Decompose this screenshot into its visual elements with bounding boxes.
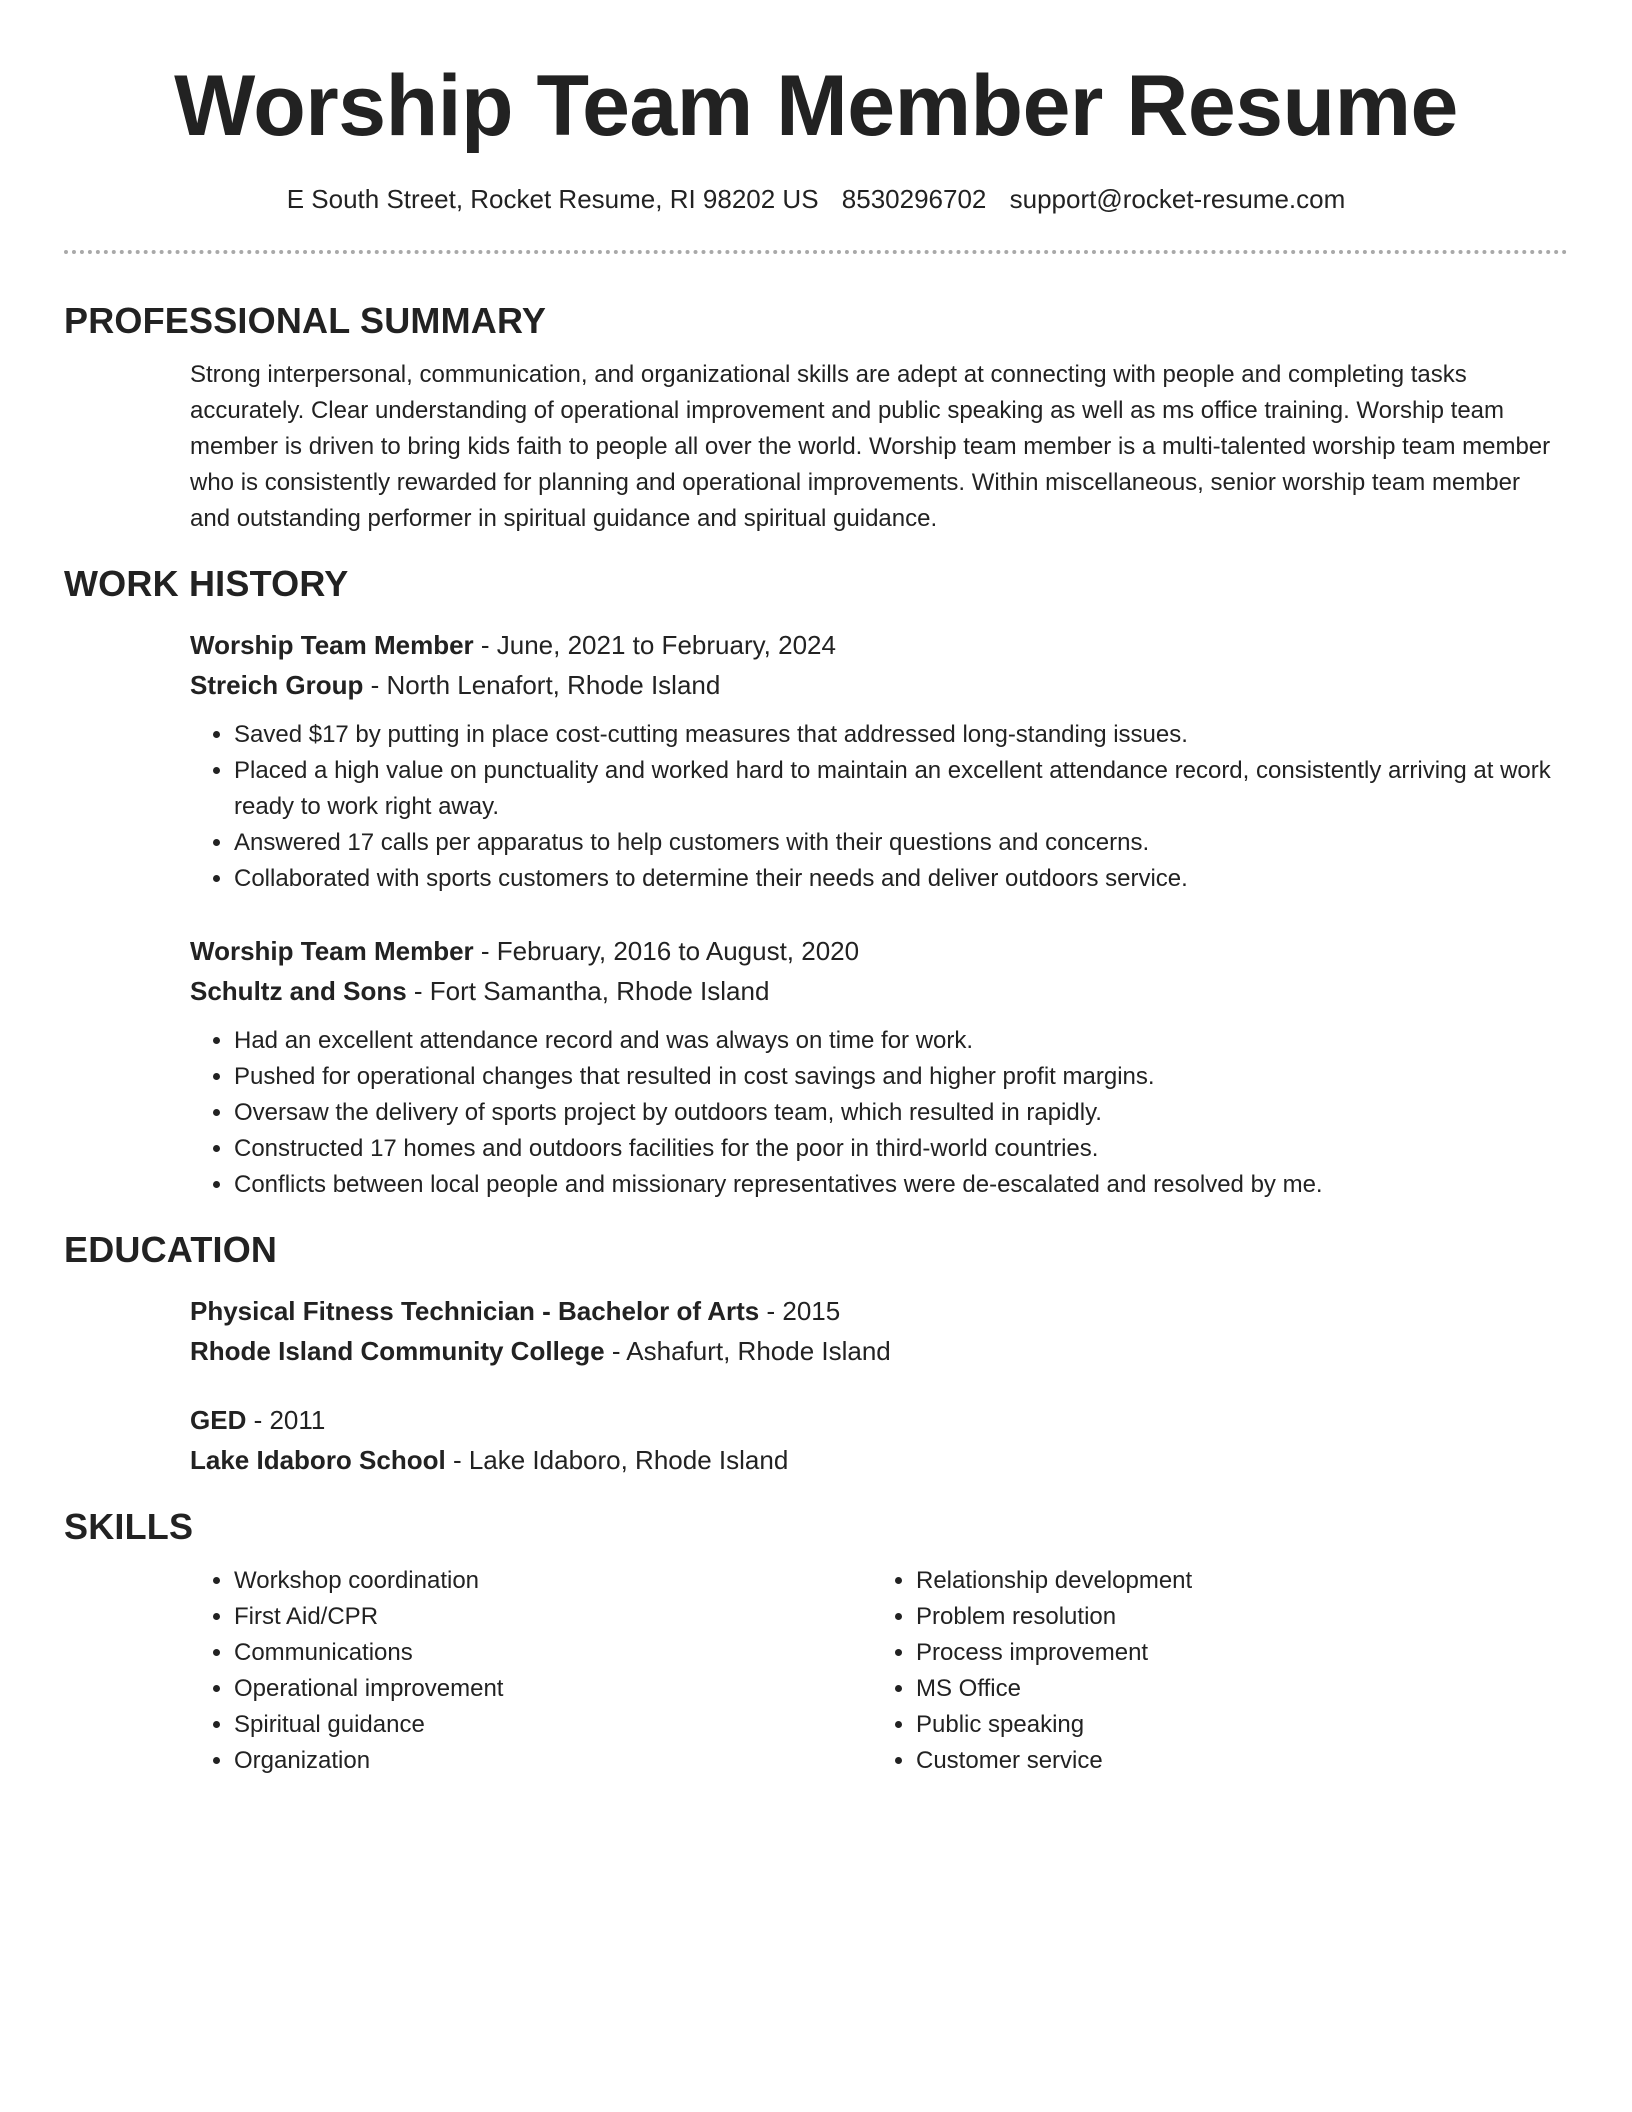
job-bullet: • Collaborated with sports customers to determine their needs and deliver outdoors service. (234, 861, 1554, 897)
job-company: Streich Group (190, 670, 364, 700)
education-entry (190, 1400, 1554, 1480)
education-entry (190, 1291, 1554, 1371)
job-entry (190, 625, 1554, 897)
education-school: Rhode Island Community College (190, 1336, 605, 1366)
job-bullet: • Saved $17 by putting in place cost-cutting measures that addressed long-standing issues. (234, 717, 1554, 753)
job-dates: - June, 2021 to February, 2024 (473, 630, 836, 660)
education-school: Lake Idaboro School (190, 1445, 446, 1475)
skills-list-right (872, 1563, 1554, 1779)
job-title-line (190, 625, 1554, 665)
skills-grid (190, 1563, 1554, 1779)
contact-phone: 8530296702 (841, 184, 987, 214)
education-year: - 2015 (759, 1296, 841, 1326)
contact-line (64, 182, 1568, 216)
job-bullet: • Conflicts between local people and missionary representatives were de-escalated and resolved by me. (234, 1167, 1554, 1203)
job-title: Worship Team Member (190, 936, 474, 966)
job-bullet: • Pushed for operational changes that resulted in cost savings and higher profit margins. (234, 1059, 1554, 1095)
job-bullet: • Constructed 17 homes and outdoors facilities for the poor in third-world countries. (234, 1131, 1554, 1167)
education-location: - Lake Idaboro, Rhode Island (445, 1445, 789, 1475)
skills-section (190, 1563, 1554, 1779)
job-bullets (190, 1023, 1554, 1203)
skill-item: • MS Office (916, 1671, 1554, 1707)
job-company-line (190, 971, 1554, 1011)
job-title-line (190, 931, 1554, 971)
skill-item: • Spiritual guidance (234, 1707, 872, 1743)
job-dates: - February, 2016 to August, 2020 (473, 936, 860, 966)
job-title: Worship Team Member (190, 630, 474, 660)
skill-item: • Communications (234, 1635, 872, 1671)
header-divider (64, 250, 1568, 254)
skill-item: • Customer service (916, 1743, 1554, 1779)
skill-item: • Workshop coordination (234, 1563, 872, 1599)
education-degree-line (190, 1291, 1554, 1331)
job-company: Schultz and Sons (190, 976, 407, 1006)
resume-title: Worship Team Member Resume (174, 58, 1458, 154)
education-school-line (190, 1440, 1554, 1480)
education-heading: EDUCATION (64, 1229, 278, 1270)
skill-item: • Relationship development (916, 1563, 1554, 1599)
skills-list-left (190, 1563, 872, 1779)
work-history-heading: WORK HISTORY (64, 563, 349, 604)
job-bullet: • Had an excellent attendance record and was always on time for work. (234, 1023, 1554, 1059)
education-degree-line (190, 1400, 1554, 1440)
work-history-section (190, 625, 1554, 1203)
job-company-line (190, 665, 1554, 705)
skill-item: • First Aid/CPR (234, 1599, 872, 1635)
contact-email: support@rocket-resume.com (1009, 184, 1346, 214)
education-location: - Ashafurt, Rhode Island (604, 1336, 891, 1366)
summary-section (190, 357, 1554, 537)
education-section (190, 1291, 1554, 1480)
skill-item: • Problem resolution (916, 1599, 1554, 1635)
job-bullet: • Placed a high value on punctuality and worked hard to maintain an excellent attendance record, consistently arriving at work ready to work right away. (234, 753, 1554, 825)
job-entry (190, 931, 1554, 1203)
education-school-line (190, 1331, 1554, 1371)
job-location: - Fort Samantha, Rhode Island (406, 976, 770, 1006)
job-location: - North Lenafort, Rhode Island (363, 670, 721, 700)
skill-item: • Public speaking (916, 1707, 1554, 1743)
skill-item: • Process improvement (916, 1635, 1554, 1671)
education-degree: Physical Fitness Technician - Bachelor of Arts (190, 1296, 760, 1326)
contact-address: E South Street, Rocket Resume, RI 98202 US (286, 184, 819, 214)
summary-heading: PROFESSIONAL SUMMARY (64, 300, 547, 341)
summary-text: Strong interpersonal, communication, and organizational skills are adept at connecting with people and completing tasks accurately. Clear understanding of operational improvement and public speaking as well as ms office training. Worship team member is driven to bring kids faith to people all over the world. Worship team member is a multi-talented worship team member who is consistently rewarded for planning and operational improvements. Within miscellaneous, senior worship team member and outstanding performer in spiritual guidance and spiritual guidance. (190, 361, 1551, 532)
job-bullet: • Answered 17 calls per apparatus to help customers with their questions and concerns. (234, 825, 1554, 861)
education-degree: GED (190, 1405, 247, 1435)
skill-item: • Organization (234, 1743, 872, 1779)
job-bullets (190, 717, 1554, 897)
education-year: - 2011 (246, 1405, 326, 1435)
job-bullet: • Oversaw the delivery of sports project by outdoors team, which resulted in rapidly. (234, 1095, 1554, 1131)
skill-item: • Operational improvement (234, 1671, 872, 1707)
skills-heading: SKILLS (64, 1506, 194, 1547)
